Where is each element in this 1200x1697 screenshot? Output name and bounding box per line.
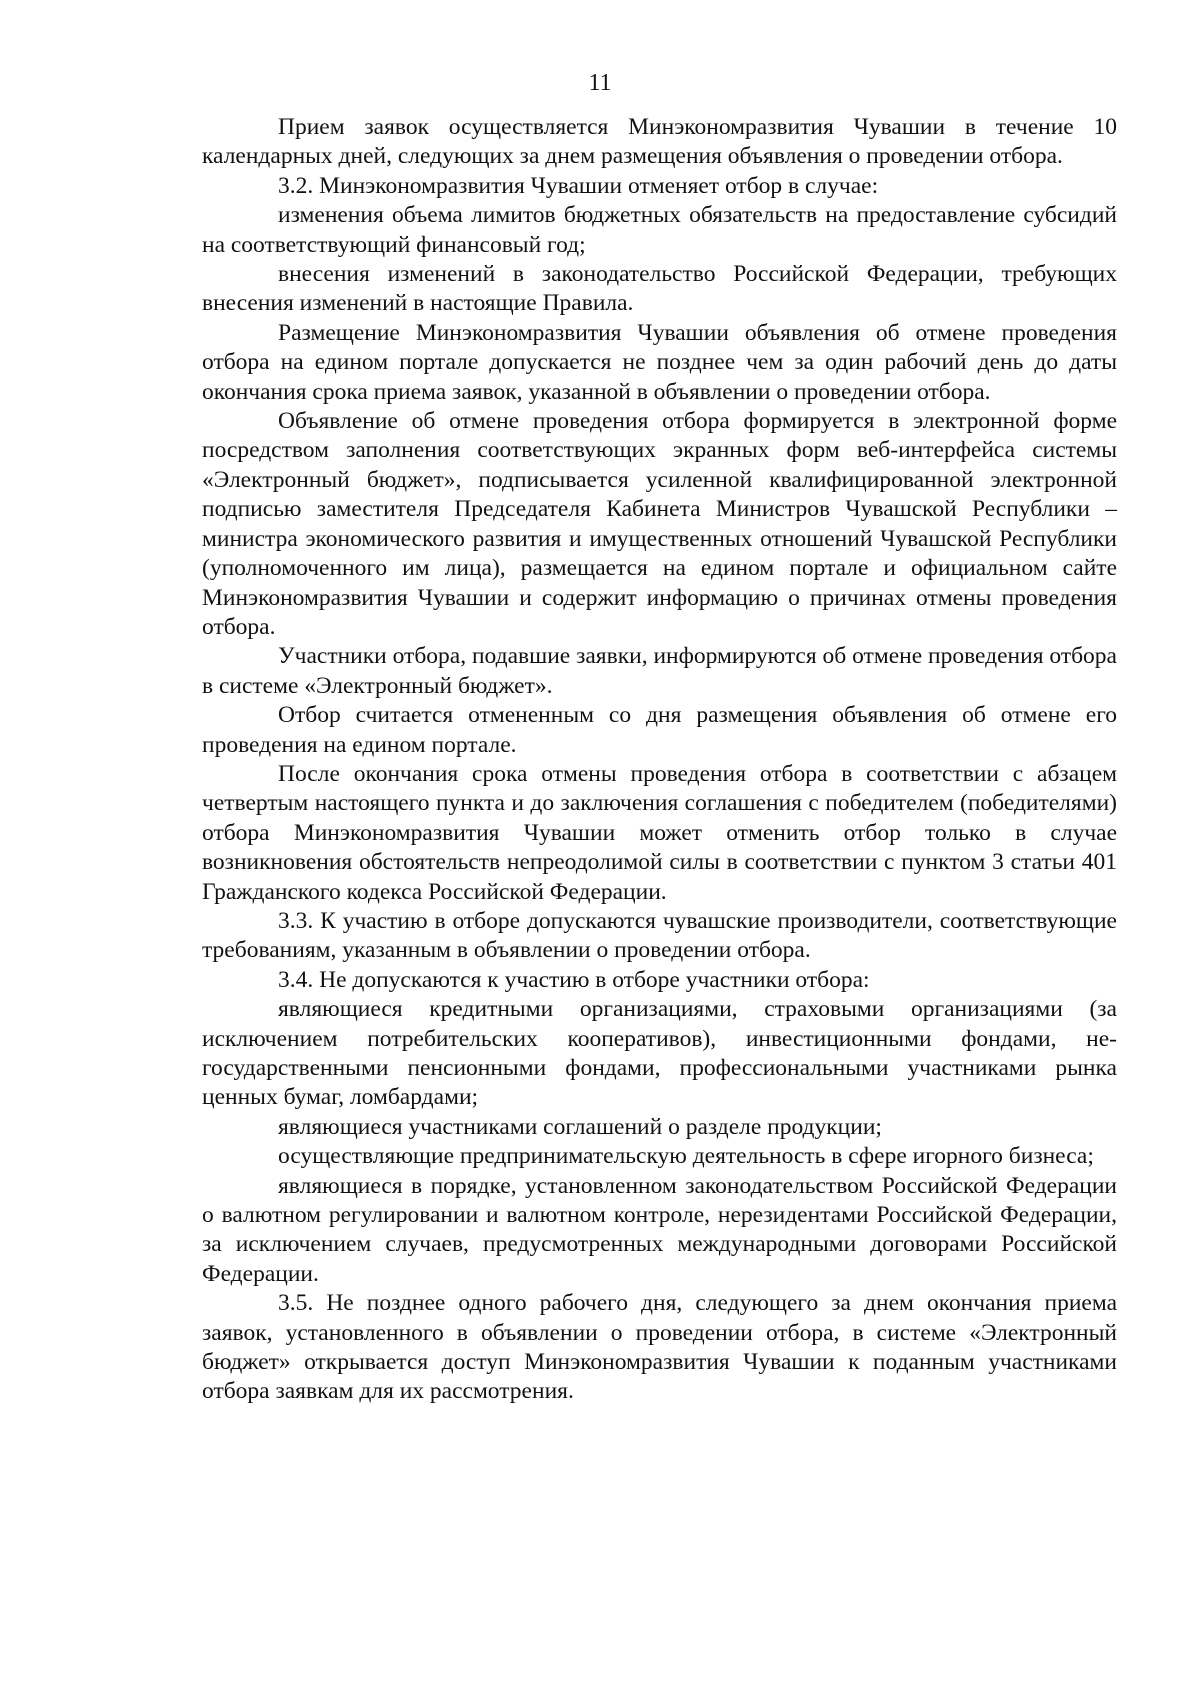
- paragraph: Размещение Минэкономразвития Чувашии объявления об отмене проведения отбора на едином портале допускается не позднее чем за один рабочий день до даты окончания срока приема заявок, указанной в объявлении о проведении отбора.: [202, 319, 1117, 405]
- paragraph: осуществляющие предпринимательскую деятельность в сфере игорного бизнеса;: [278, 1143, 1094, 1170]
- paragraph: Объявление об отмене проведения отбора формируется в электронной форме посредством заполнения соответствующих экранных форм веб-интерфейса системы «Электронный бюджет», подписывается усиленной квалифицированной электронной подписью заместителя Председателя Кабинета Министров Чувашской Республики – министра экономического развития и имущественных отношений Чувашской Республики (уполномоченного им лица), размещается на едином портале и официальном сайте Минэкономразвития Чувашии и содержит информацию о причинах отмены проведения отбора.: [202, 408, 1117, 640]
- paragraph: Прием заявок осуществляется Минэкономразвития Чувашии в течение 10 календарных дней, следующих за днем размещения объявления о проведении отбора.: [202, 114, 1117, 170]
- page-number: 11: [588, 70, 612, 96]
- paragraph: После окончания срока отмены проведения отбора в соответствии с абзацем четвертым настоящего пункта и до заключения соглашения с победителем (победителями) отбора Минэкономразвития Чувашии может отменить отбор только в случае возникновения обстоятельств непреодолимой силы в соответствии с пунктом 3 статьи 401 Гражданского кодекса Российской Федерации.: [202, 760, 1117, 905]
- document-body: [202, 113, 1117, 1407]
- paragraph: 3.4. Не допускаются к участию в отборе участники отбора:: [278, 966, 870, 993]
- paragraph: изменения объема лимитов бюджетных обязательств на предоставление субсидий на соответствующий финансовый год;: [202, 202, 1117, 258]
- paragraph: Отбор считается отмененным со дня размещения объявления об отмене его проведения на едином портале.: [202, 702, 1117, 758]
- paragraph: 3.2. Минэкономразвития Чувашии отменяет отбор в случае:: [278, 172, 879, 199]
- paragraph: являющиеся в порядке, установленном законодательством Российской Федерации о валютном регулировании и валютном контроле, нерезидентами Российской Федерации, за исключением случаев, предусмотренных международными договорами Российской Федерации.: [202, 1172, 1117, 1287]
- paragraph: 3.5. Не позднее одного рабочего дня, следующего за днем окончания приема заявок, установленного в объявлении о проведении отбора, в системе «Электронный бюджет» открывается доступ Минэкономразвития Чувашии к поданным участниками отбора заявкам для их рассмотрения.: [202, 1290, 1117, 1405]
- paragraph: являющиеся участниками соглашений о разделе продукции;: [278, 1113, 882, 1140]
- paragraph: 3.3. К участию в отборе допускаются чувашские производители, соответствующие требованиям, указанным в объявлении о проведении отбора.: [202, 907, 1117, 964]
- paragraph: являющиеся кредитными организациями, страховыми организациями (за исключением потребительских кооперативов), инвестиционными фондами, негосударственными пенсионными фондами, профессиональными участниками рынка ценных бумаг, ломбардами;: [202, 996, 1117, 1111]
- paragraph: внесения изменений в законодательство Российской Федерации, требующих внесения изменений в настоящие Правила.: [202, 261, 1117, 317]
- paragraph: Участники отбора, подавшие заявки, информируются об отмене проведения отбора в системе «Электронный бюджет».: [202, 643, 1117, 699]
